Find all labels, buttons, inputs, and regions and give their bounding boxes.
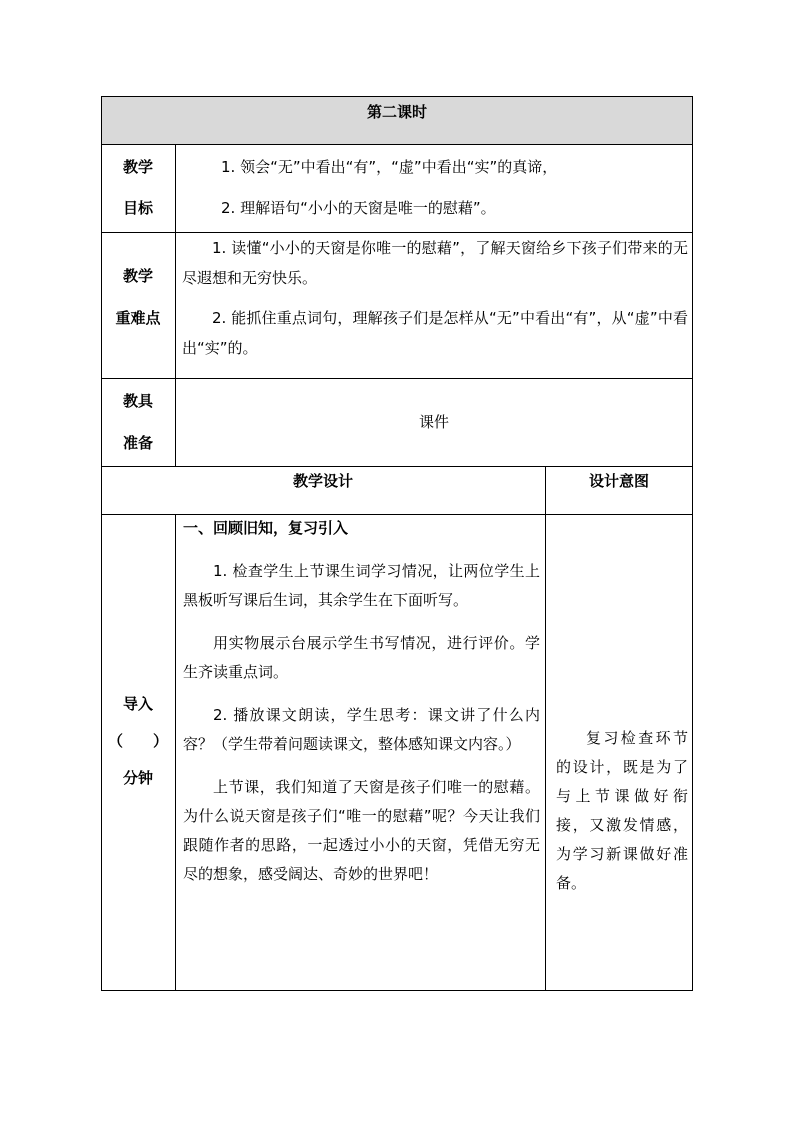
- intro-label-line: 导入: [122, 695, 153, 713]
- tools-label: [101, 378, 175, 466]
- goal-item: 1. 领会“无”中看出“有”，“虚”中看出“实”的真谛，: [221, 158, 558, 176]
- key-points-label-line: 教学: [122, 267, 153, 285]
- lesson-plan-table: [101, 96, 693, 991]
- intro-paragraph: 上节课，我们知道了天窗是孩子们唯一的慰藉。为什么说天窗是孩子们“唯一的慰藉”呢？今天让我们跟随作者的思路，一起透过小小的天窗，凭借无穷无尽的想象，感受阔达、奇妙的世界吧！: [183, 778, 540, 883]
- goals-label-line: 目标: [122, 199, 153, 217]
- goals-label: [101, 144, 175, 232]
- intro-paragraph: 1. 检查学生上节课生词学习情况，让两位学生上黑板听写课后生词，其余学生在下面听写。: [183, 562, 540, 609]
- goals-content: [176, 144, 692, 232]
- design-header-right: 设计意图: [588, 472, 649, 490]
- intro-heading: 一、回顾旧知，复习引入: [183, 519, 349, 537]
- intro-intent-text: 复习检查环节的设计，既是为了与上节课做好衔接，又激发情感，为学习新课做好准备。: [556, 729, 688, 892]
- design-header-left: 教学设计: [292, 472, 353, 490]
- key-point-item: 2. 能抓住重点词句，理解孩子们是怎样从“无”中看出“有”，从“虚”中看出“实”的。: [182, 309, 688, 357]
- intro-label: [101, 686, 175, 826]
- rule: [101, 990, 693, 991]
- intro-label-line: 分钟: [122, 769, 153, 787]
- key-points-content: [176, 232, 692, 378]
- key-points-label: [101, 232, 175, 378]
- key-points-label-line: 重难点: [115, 309, 161, 327]
- tools-label-line: 准备: [122, 434, 153, 452]
- intro-paragraph: 用实物展示台展示学生书写情况，进行评价。学生齐读重点词。: [183, 634, 540, 681]
- key-point-item: 1. 读懂“小小的天窗是你唯一的慰藉”，了解天窗给乡下孩子们带来的无尽遐想和无穷快乐。: [182, 239, 688, 287]
- intro-content: [176, 514, 545, 990]
- goals-label-line: 教学: [122, 158, 153, 176]
- goal-item: 2. 理解语句“小小的天窗是唯一的慰藉”。: [221, 199, 496, 217]
- page-title: 第二课时: [366, 103, 427, 121]
- intro-intent: [546, 514, 692, 990]
- tools-label-line: 教具: [122, 392, 153, 410]
- intro-label-line: （ ）: [107, 732, 168, 750]
- rule: [692, 96, 693, 991]
- tools-value: 课件: [418, 413, 449, 431]
- intro-paragraph: 2. 播放课文朗读，学生思考：课文讲了什么内容？（学生带着问题读课文，整体感知课文内容。）: [183, 706, 540, 753]
